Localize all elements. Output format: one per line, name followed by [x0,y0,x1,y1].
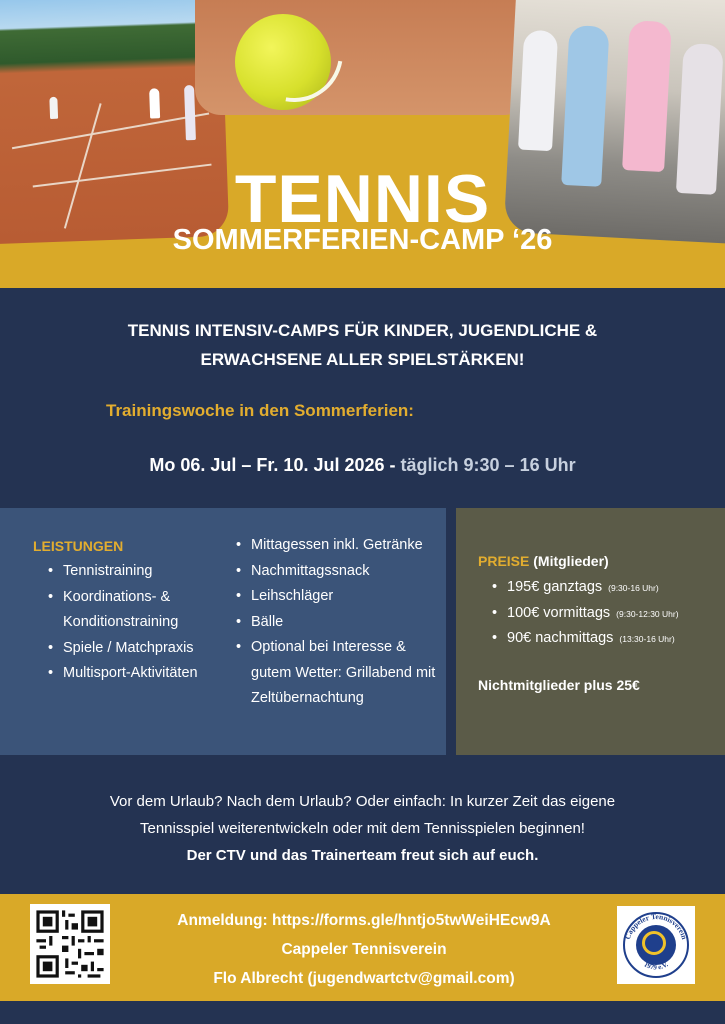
daily-times: täglich 9:30 – 16 Uhr [400,455,576,475]
logo-club-text: Cappeler Tennisverein [622,911,690,941]
svg-text:Cappeler Tennisverein [623,912,689,941]
outro-line-1: Vor dem Urlaub? Nach dem Urlaub? Oder einfach: In kurzer Zeit das eigene [109,793,616,810]
list-item: • Mittagessen inkl. Getränke [236,533,436,559]
training-week-label: Trainingswoche in den Sommerferien: [106,401,414,420]
outro-text [0,788,725,869]
outro-line-3: Der CTV und das Trainerteam freut sich auf euch. [186,847,539,864]
price-item [492,601,679,627]
services-list-1 [48,559,223,687]
club-name: Cappeler Tennisverein [281,941,447,958]
header-banner [0,0,725,288]
list-item: • Koordinations- & Konditionstraining [48,585,223,636]
list-item: • Multisport-Aktivitäten [48,661,223,687]
registration-link[interactable]: Anmeldung: https://forms.gle/hntjo5twWeiHEcw9A [177,912,551,929]
services-heading: LEISTUNGEN [33,538,124,554]
price-label: 100€ vormittags [507,604,611,621]
dates-range: Mo 06. Jul – Fr. 10. Jul 2026 - [149,455,401,475]
prices-list [492,575,679,652]
outro-line-2: Tennisspiel weiterentwickeln oder mit dem Tennisspielen beginnen! [140,820,585,837]
logo-year-text: 1979 e.V. [642,960,670,972]
services-list-2 [236,533,436,712]
prices-heading-label: PREISE [478,553,530,569]
page-title: TENNIS [234,161,491,237]
list-item: • Spiele / Matchpraxis [48,636,223,662]
nonmember-surcharge: Nichtmitglieder plus 25€ [478,677,640,693]
price-label: 90€ nachmittags [507,630,614,646]
list-item: • Optional bei Interesse & gutem Wetter: Grillabend mit Zeltübernachtung [236,635,436,712]
price-item [492,626,679,652]
tennis-ball-icon [235,14,331,110]
camp-subtitle: SOMMERFERIEN-CAMP ‘26 [172,224,553,256]
list-item: • Leihschläger [236,584,436,610]
price-label: 195€ ganztags [507,579,603,595]
intro-line-1: TENNIS INTENSIV-CAMPS FÜR KINDER, JUGENDLICHE & [127,321,598,340]
logo-text [617,906,695,984]
list-item: • Bälle [236,610,436,636]
intro-line-2: ERWACHSENE ALLER SPIELSTÄRKEN! [200,350,525,369]
qr-code-icon[interactable] [30,904,110,984]
prices-heading-note: (Mitglieder) [529,553,609,569]
list-item: • Nachmittagssnack [236,559,436,585]
prices-heading [478,553,609,569]
contact-email[interactable]: Flo Albrecht (jugendwartctv@gmail.com) [213,970,515,987]
list-item: • Tennistraining [48,559,223,585]
intro-text [0,316,725,374]
club-logo [617,906,695,984]
price-note: (13:30-16 Uhr) [619,634,675,644]
price-note: (9:30-12:30 Uhr) [616,608,679,619]
price-note: (9:30-16 Uhr) [608,583,659,593]
svg-text:1979 e.V. [642,960,669,971]
price-item [492,575,679,601]
training-dates [0,455,725,476]
contact-info [110,906,618,993]
